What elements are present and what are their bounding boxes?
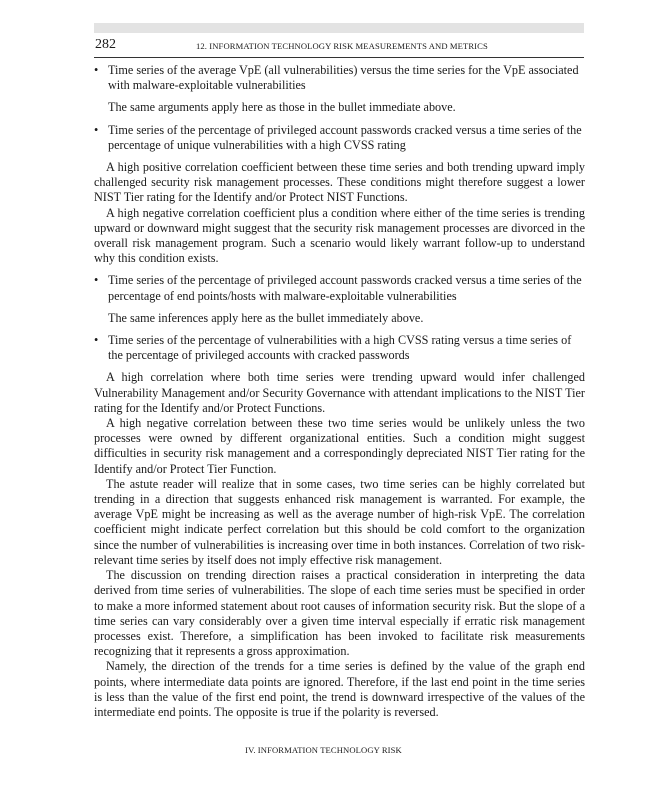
bullet-glyph: • <box>94 333 99 348</box>
paragraph: A high negative correlation coefficient plus a condition where either of the time series is trending upward or downward might suggest that the security risk management processes are divorced in the overall risk management program. Such a scenario would likely warrant follow-up to understand why this condition exists. <box>94 205 585 266</box>
bullet-glyph: • <box>94 63 99 77</box>
bullet-glyph: • <box>94 273 99 288</box>
bullet-note: The same inferences apply here as the bullet immediately above. <box>108 310 424 325</box>
paragraph: A high positive correlation coefficient between these time series and both trending upward imply challenged security risk management processes. These conditions might therefore suggest a lower NIST Tier rating for the Identify and/or Protect NIST Functions. <box>94 160 585 205</box>
top-gray-bar <box>94 23 584 33</box>
page-header <box>94 37 584 58</box>
bullet-item <box>94 273 585 303</box>
paragraph: The astute reader will realize that in some cases, two time series can be highly correlated but trending in a direction that suggests enhanced risk management is warranted. For example, the average VpE might be increasing as well as the average number of high-risk VpE. The correlation coefficient might indicate perfect correlation but this should be cold comfort to the organization since the number of vulnerabilities is increasing over time in both instances. Correlation of two risk-relevant time series by itself does not imply effective risk management. <box>94 476 585 567</box>
bullet-item <box>94 63 585 93</box>
paragraph: Namely, the direction of the trends for a time series is defined by the value of the graph end points, where intermediate data points are ignored. Therefore, if the last end point in the time series is less than the value of the first end point, the trend is downward irrespective of the values of the intermediate end points. The opposite is true if the polarity is reversed. <box>94 659 585 719</box>
bullet-text: Time series of the average VpE (all vulnerabilities) versus the time series for the VpE associated with malware-exploitable vulnerabilities <box>108 63 579 93</box>
page-number: 282 <box>95 37 116 52</box>
paragraph: A high correlation where both time series were trending upward would infer challenged Vulnerability Management and/or Security Governance with attendant implications to the NIST Tier rating for the Identify and/or Protect Functions. <box>94 370 585 415</box>
paragraph: The discussion on trending direction raises a practical consideration in interpreting the data derived from time series of vulnerabilities. The slope of each time series must be specified in order to make a more informed statement about root causes of information security risk. But the slope of a time series can vary considerably over a given time interval especially if erratic risk management processes exist. Therefore, a simplification has been invoked to facilitate risk measurements recognizing that it represents a gross approximation. <box>94 568 585 659</box>
bullet-item <box>94 333 585 363</box>
bullet-text: Time series of the percentage of privileged account passwords cracked versus a time series of the percentage of end points/hosts with malware-exploitable vulnerabilities <box>108 273 582 303</box>
running-title: 12. INFORMATION TECHNOLOGY RISK MEASUREMENTS AND METRICS <box>196 41 488 51</box>
paragraph: A high negative correlation between these two time series would be unlikely unless the two processes were owned by different organizational entities. Such a condition might suggest difficulties in security risk management and a correspondingly depreciated NIST Tier rating for the Identify and/or Protect Tier Function. <box>94 416 585 476</box>
bullet-text: Time series of the percentage of vulnerabilities with a high CVSS rating versus a time series of the percentage of privileged accounts with cracked passwords <box>108 333 572 363</box>
bullet-text: Time series of the percentage of privileged account passwords cracked versus a time series of the percentage of unique vulnerabilities with a high CVSS rating <box>108 122 582 152</box>
bullet-note: The same arguments apply here as those in the bullet immediate above. <box>108 100 456 115</box>
page-body <box>94 63 585 720</box>
bullet-glyph: • <box>94 122 99 137</box>
page-footer: IV. INFORMATION TECHNOLOGY RISK <box>245 745 402 755</box>
bullet-item <box>94 123 585 153</box>
